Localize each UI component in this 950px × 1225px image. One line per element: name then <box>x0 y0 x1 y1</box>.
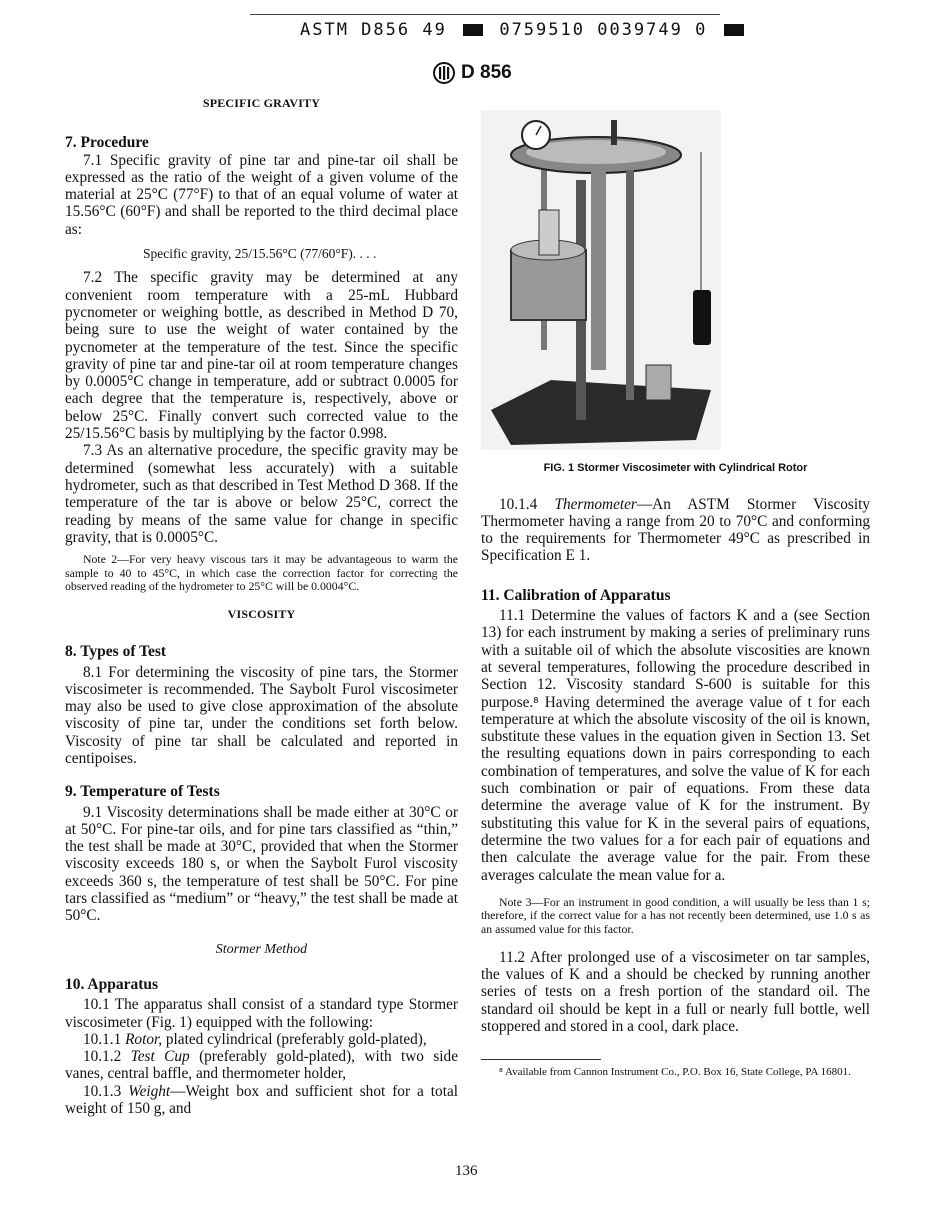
header-code-right: 0759510 0039749 0 <box>499 20 708 40</box>
note-3: Note 3—For an instrument in good condition, a will usually be less than 1 s; therefore, if the correct value for a has not recently been determined, use 1.0 s as an assumed value for this factor. <box>481 894 870 937</box>
header-rule <box>250 14 720 15</box>
page-number: 136 <box>455 1163 478 1179</box>
note-2: Note 2—For very heavy viscous tars it may be advantageous to warm the sample to 40 to 45°C, in which case the correction factor for correcting the observed reading of the hydrometer to 25°C will be 0.0004°C. <box>65 552 458 594</box>
term-weight: Weight <box>128 1082 171 1100</box>
formula-specific-gravity: Specific gravity, 25/15.56°C (77/60°F). . . . <box>143 246 377 262</box>
paragraph-10-1-4: 10.1.4 Thermometer—An ASTM Stormer Viscosity Thermometer having a range from 20 to 70°C and conforming to the requirements for Thermometer 49°C as prescribed in Specification E 1. <box>481 495 870 565</box>
footnote-rule <box>481 1059 601 1060</box>
paragraph-7-2: 7.2 The specific gravity may be determined at any convenient room temperature with a 25-mL Hubbard pycnometer or weighing bottle, as described in Method D 70, being sure to use the weight of water contained by the pycnometer at the temperature of the test. Since the specific gravity of pine tar and pine-tar oil at room temperature changes by 0.0005°C change in temperature, add or subtract 0.0005 for each degree that the temperature is, respectively, above or below 25°C. Finally convert such corrected value to the 25/15.56°C basis by multiplying by the factor 0.998. <box>65 269 458 443</box>
header-code <box>300 20 748 40</box>
paragraph-7-1: 7.1 Specific gravity of pine tar and pine-tar oil shall be expressed as the ratio of the weight of a given volume of the material at 25°C (77°F) to that of an equal volume of water at 15.56°C (60°F) and shall be reported to the third decimal place as: <box>65 151 458 238</box>
paragraph-10-1-2: 10.1.2 Test Cup (preferably gold-plated), with two side vanes, central baffle, and thermometer holder, <box>65 1048 458 1083</box>
astm-designation <box>433 62 512 84</box>
section-head-viscosity: VISCOSITY <box>227 606 296 621</box>
figure-1-caption: FIG. 1 Stormer Viscosimeter with Cylindrical Rotor <box>543 462 808 475</box>
header-block-mark-end <box>724 24 744 36</box>
designation-label: D 856 <box>461 62 512 83</box>
text-rotor: plated cylindrical (preferably gold-plated), <box>165 1030 427 1048</box>
section-9-heading: 9. Temperature of Tests <box>65 783 220 801</box>
term-thermometer: Thermometer <box>554 495 637 513</box>
paragraph-8-1: 8.1 For determining the viscosity of pine tars, the Stormer viscosimeter is recommended. The Saybolt Furol viscosimeter may also be used to give close approximation of the absolute viscosity of pine tar, under the conditions set forth below. Viscosity of pine tar shall be calculated and reported in centipoises. <box>65 663 458 767</box>
paragraph-9-1: 9.1 Viscosity determinations shall be made either at 30°C or at 50°C. For pine-tar oils, and for pine tars classified as “thin,” the test shall be made at 30°C, provided that when the Stormer viscosity exceeds 180 s, or when the Saybolt Furol viscosity exceeds 360 s, the temperature of test shall be 50°C. For pine tars classified as “medium” or “heavy,” the test shall be made at 50°C. <box>65 803 458 925</box>
text-test-cup: (preferably gold-plated), with two side vanes, central baffle, and thermometer holder, <box>65 1048 458 1083</box>
paragraph-11-1: 11.1 Determine the values of factors K and a (see Section 13) for each instrument by making a series of preliminary runs with a suitable oil of which the absolute viscosities are known at several temperatures, following the procedure described in Section 12. Viscosity standard S-600 is suitable for this purpose.⁸ Having determined the average value of t for each temperature at which the absolute viscosity of the oil is known, substitute these values in the equation given in Section 13. Set the resulting equations down in pairs corresponding to each combination of temperatures, and solve the value of K for each such combination or pair of equations. From these data determine the average value of K for the instrument. By substituting this value for K in the several pairs of equations, determine the two values for a for each pair of equations and then calculate the average value for the pair. From these averages calculate the mean value for a. <box>481 607 870 884</box>
paragraph-10-1: 10.1 The apparatus shall consist of a standard type Stormer viscosimeter (Fig. 1) equipped with the following: <box>65 996 458 1031</box>
paragraph-11-2: 11.2 After prolonged use of a viscosimeter on tar samples, the values of K and a should be checked by running another series of tests on a fresh portion of the standard oil. The standard oil should be kept in a full or nearly full bottle, well stoppered and stored in a cool, dark place. <box>481 948 870 1035</box>
term-rotor: Rotor, <box>125 1030 163 1048</box>
section-8-heading: 8. Types of Test <box>65 643 167 661</box>
right-column <box>481 110 870 1079</box>
stormer-viscosimeter-figure <box>481 110 721 450</box>
paragraph-10-1-3: 10.1.3 Weight—Weight box and sufficient shot for a total weight of 150 g, and <box>65 1082 458 1118</box>
astm-logo-icon <box>433 62 455 84</box>
section-11-heading: 11. Calibration of Apparatus <box>481 586 671 604</box>
footnote-8: ⁸ Available from Cannon Instrument Co., P.O. Box 16, State College, PA 16801. <box>499 1066 851 1079</box>
paragraph-7-3: 7.3 As an alternative procedure, the specific gravity may be determined (somewhat less accurately) with a suitable hydrometer, such as that described in Test Method D 368. If the temperature of the tar is above or below 25°C, correct the reading by means of the same value for change in specific gravity, that is 0.0005°C. <box>65 442 458 546</box>
section-head-specific-gravity: SPECIFIC GRAVITY <box>202 96 321 110</box>
section-10-heading: 10. Apparatus <box>65 975 159 993</box>
term-test-cup: Test Cup <box>130 1048 190 1066</box>
paragraph-10-1-1: 10.1.1 Rotor, plated cylindrical (preferably gold-plated), <box>83 1030 427 1048</box>
header-code-left: ASTM D856 49 <box>300 20 447 40</box>
header-block-mark <box>463 24 483 36</box>
text-weight: —Weight box and sufficient shot for a total weight of 150 g, and <box>65 1082 458 1118</box>
subsection-stormer-method: Stormer Method <box>215 941 308 957</box>
section-7-heading: 7. Procedure <box>65 134 149 152</box>
left-column <box>65 95 458 1117</box>
text-thermometer: —An ASTM Stormer Viscosity Thermometer having a range from 20 to 70°C and conforming to the requirements for Thermometer 49°C as prescribed in Specification E 1. <box>481 495 870 565</box>
